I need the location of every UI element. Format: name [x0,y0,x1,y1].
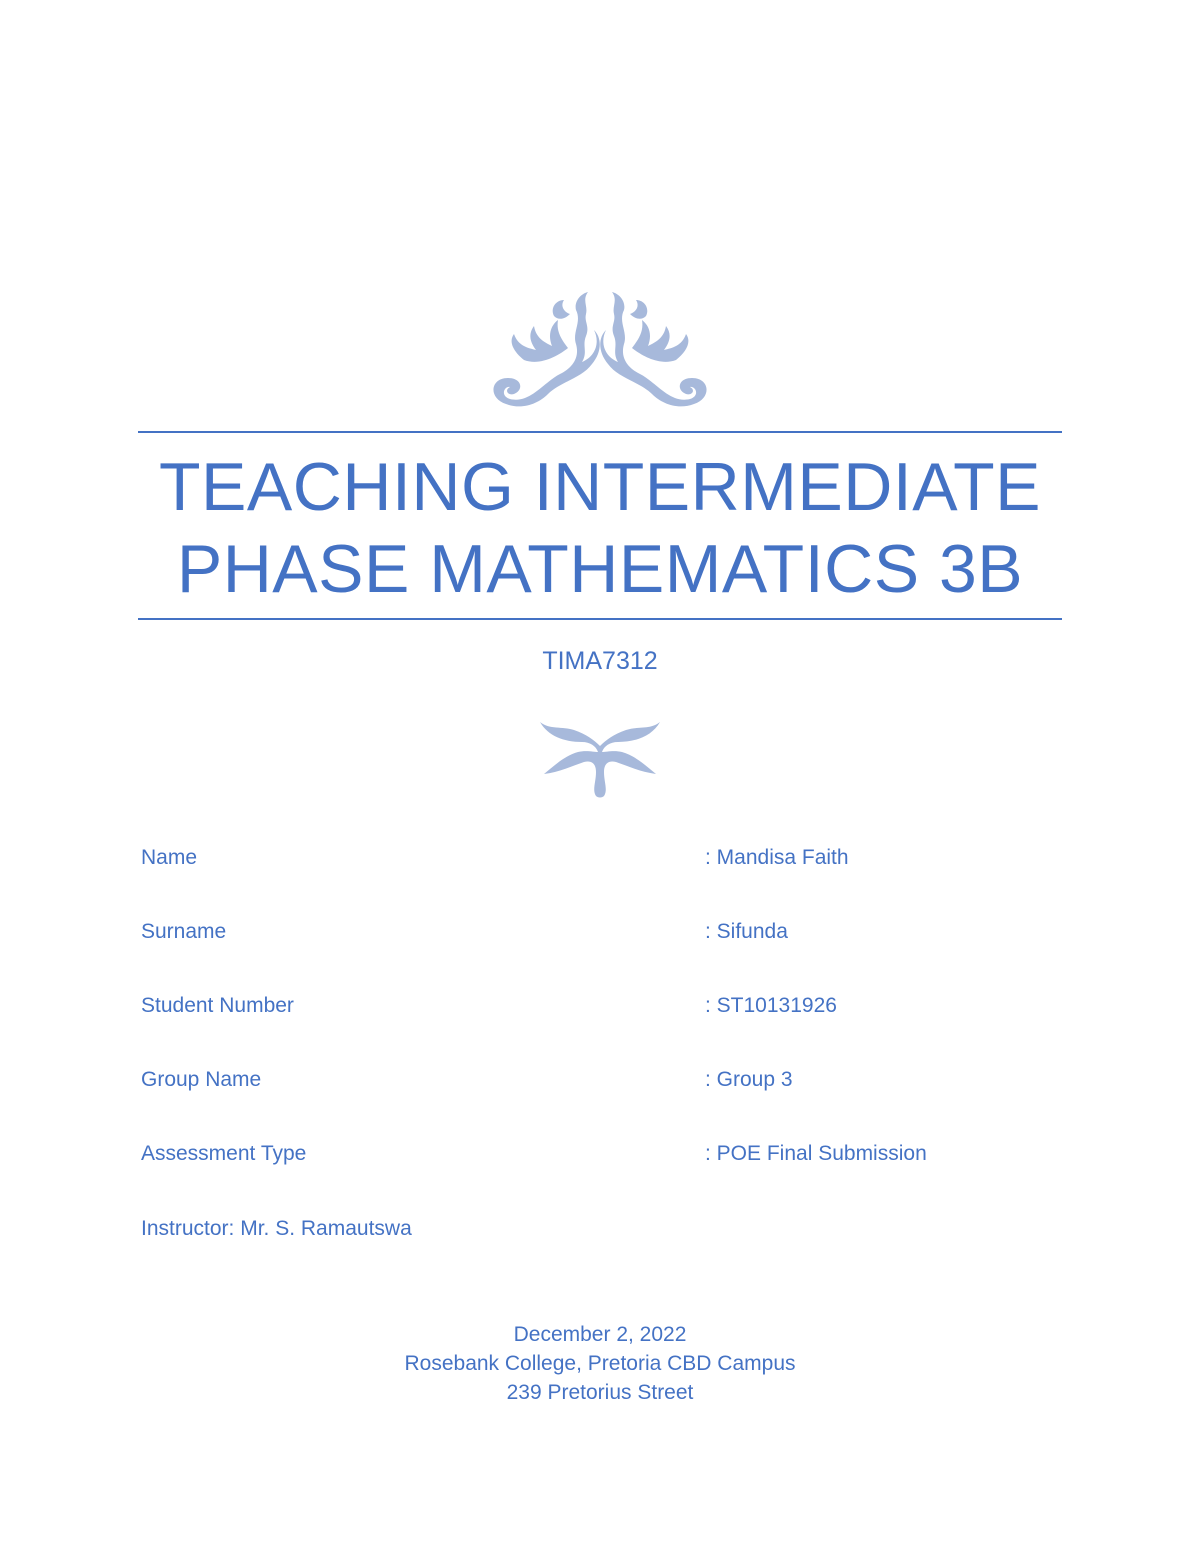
title-rule-bottom [138,618,1062,620]
info-row-surname [141,917,1041,947]
title-line-1: TEACHING INTERMEDIATE [159,449,1041,525]
submission-date: December 2, 2022 [513,1323,687,1346]
info-row-name [141,843,1041,873]
info-value: : ST10131926 [705,994,837,1017]
info-label: Assessment Type [141,1142,307,1165]
info-value: : Mandisa Faith [705,846,849,869]
info-row-assessment-type [141,1139,1041,1169]
floral-flourish-icon [484,286,716,416]
info-row-group-name [141,1065,1041,1095]
institution-name: Rosebank College, Pretoria CBD Campus [404,1352,796,1375]
fleur-divider-icon [538,716,662,800]
info-label: Group Name [141,1068,262,1091]
course-code: TIMA7312 [542,647,658,675]
info-value: : Sifunda [705,920,788,943]
instructor-text: Instructor: Mr. S. Ramautswa [141,1217,412,1240]
info-label: Name [141,846,198,869]
footer-block [0,1320,1200,1407]
info-value: : POE Final Submission [705,1142,927,1165]
info-label: Student Number [141,994,294,1017]
info-row-instructor [141,1214,1041,1244]
info-value: : Group 3 [705,1068,793,1091]
document-title [138,446,1062,610]
institution-address: 239 Pretorius Street [506,1381,694,1404]
title-line-2: PHASE MATHEMATICS 3B [176,531,1024,607]
title-rule-top [138,431,1062,433]
info-label: Surname [141,920,227,943]
info-row-student-number [141,991,1041,1021]
